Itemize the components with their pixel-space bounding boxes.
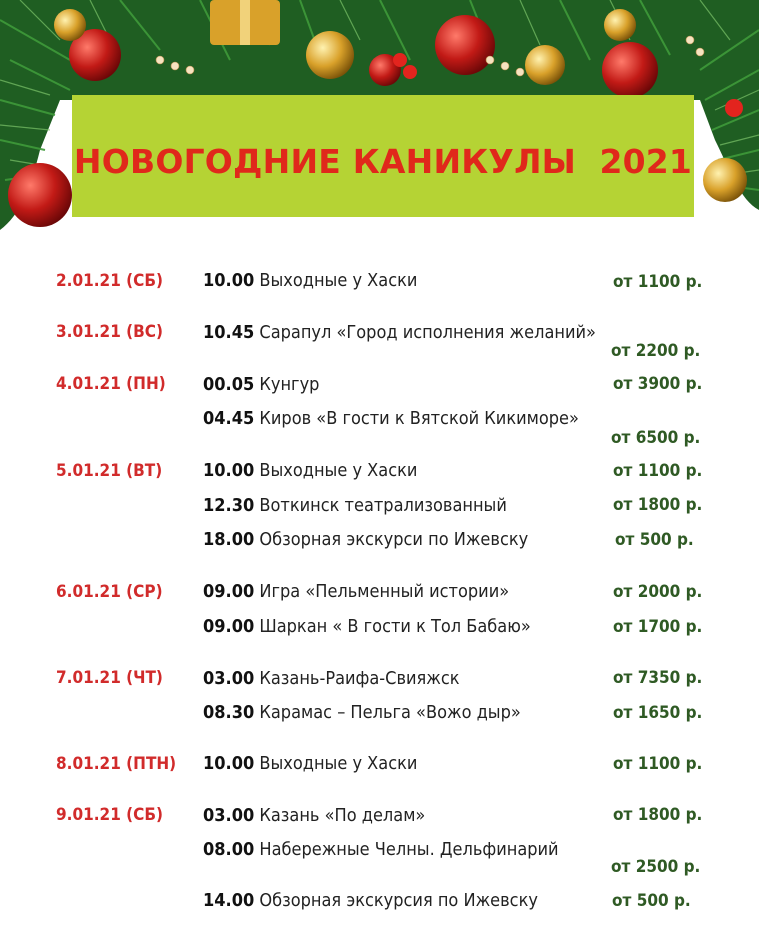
event-line [203, 839, 559, 861]
event-time: 14.00 [203, 890, 255, 911]
event-time: 12.30 [203, 495, 255, 516]
event-price: от 1100 р. [613, 754, 703, 774]
day-date: 2.01.21 (СБ) [56, 271, 164, 291]
event-price: от 6500 р. [611, 428, 701, 448]
event-price: от 500 р. [612, 891, 691, 911]
day-date: 3.01.21 (ВС) [56, 322, 164, 342]
event-price: от 2500 р. [611, 857, 701, 877]
event-line [203, 668, 460, 690]
event-time: 10.45 [203, 322, 255, 343]
event-name: Выходные у Хаски [259, 270, 418, 291]
event-name: Выходные у Хаски [259, 753, 418, 774]
day-date: 8.01.21 (ПТН) [56, 754, 177, 774]
event-time: 03.00 [203, 668, 255, 689]
event-name: Воткинск театрализованный [259, 495, 507, 516]
event-price: от 500 р. [615, 530, 694, 550]
event-time: 18.00 [203, 529, 255, 550]
event-name: Набережные Челны. Дельфинарий [259, 839, 559, 860]
event-price: от 7350 р. [613, 668, 703, 688]
event-time: 00.05 [203, 374, 255, 395]
event-line [203, 270, 417, 292]
event-price: от 1100 р. [613, 461, 703, 481]
event-price: от 1650 р. [613, 703, 703, 723]
event-line [203, 581, 509, 603]
event-time: 09.00 [203, 616, 255, 637]
event-line [203, 374, 319, 396]
event-price: от 3900 р. [613, 374, 703, 394]
event-price: от 1100 р. [613, 272, 703, 292]
event-line [203, 460, 417, 482]
page-title: НОВОГОДНИЕ КАНИКУЛЫ 2021 [73, 141, 693, 181]
event-name: Сарапул «Город исполнения желаний» [259, 322, 596, 343]
event-time: 10.00 [203, 270, 255, 291]
event-name: Обзорная экскурси по Ижевску [259, 529, 529, 550]
event-price: от 1700 р. [613, 617, 703, 637]
day-date: 4.01.21 (ПН) [56, 374, 166, 394]
event-time: 03.00 [203, 805, 255, 826]
day-date: 6.01.21 (СР) [56, 582, 163, 602]
event-name: Шаркан « В гости к Тол Бабаю» [259, 616, 531, 637]
event-time: 08.30 [203, 702, 255, 723]
event-name: Казань «По делам» [259, 805, 426, 826]
event-line [203, 616, 531, 638]
event-line [203, 408, 579, 430]
event-line [203, 529, 528, 551]
day-date: 9.01.21 (СБ) [56, 805, 164, 825]
event-line [203, 702, 521, 724]
event-time: 10.00 [203, 460, 255, 481]
event-line [203, 753, 417, 775]
event-price: от 2000 р. [613, 582, 703, 602]
event-line [203, 890, 538, 912]
event-name: Выходные у Хаски [259, 460, 418, 481]
event-name: Карамас – Пельга «Вожо дыр» [259, 702, 521, 723]
event-time: 10.00 [203, 753, 255, 774]
event-price: от 2200 р. [611, 341, 701, 361]
event-line [203, 495, 507, 517]
event-line [203, 322, 596, 344]
event-name: Кунгур [259, 374, 320, 395]
event-name: Обзорная экскурсия по Ижевску [259, 890, 538, 911]
day-date: 7.01.21 (ЧТ) [56, 668, 163, 688]
event-price: от 1800 р. [613, 495, 703, 515]
event-name: Киров «В гости к Вятской Кикиморе» [259, 408, 579, 429]
event-name: Казань-Раифа-Свияжск [259, 668, 460, 689]
event-time: 09.00 [203, 581, 255, 602]
event-time: 08.00 [203, 839, 255, 860]
event-price: от 1800 р. [613, 805, 703, 825]
event-name: Игра «Пельменный истории» [259, 581, 510, 602]
event-time: 04.45 [203, 408, 255, 429]
event-line [203, 805, 425, 827]
day-date: 5.01.21 (ВТ) [56, 461, 163, 481]
